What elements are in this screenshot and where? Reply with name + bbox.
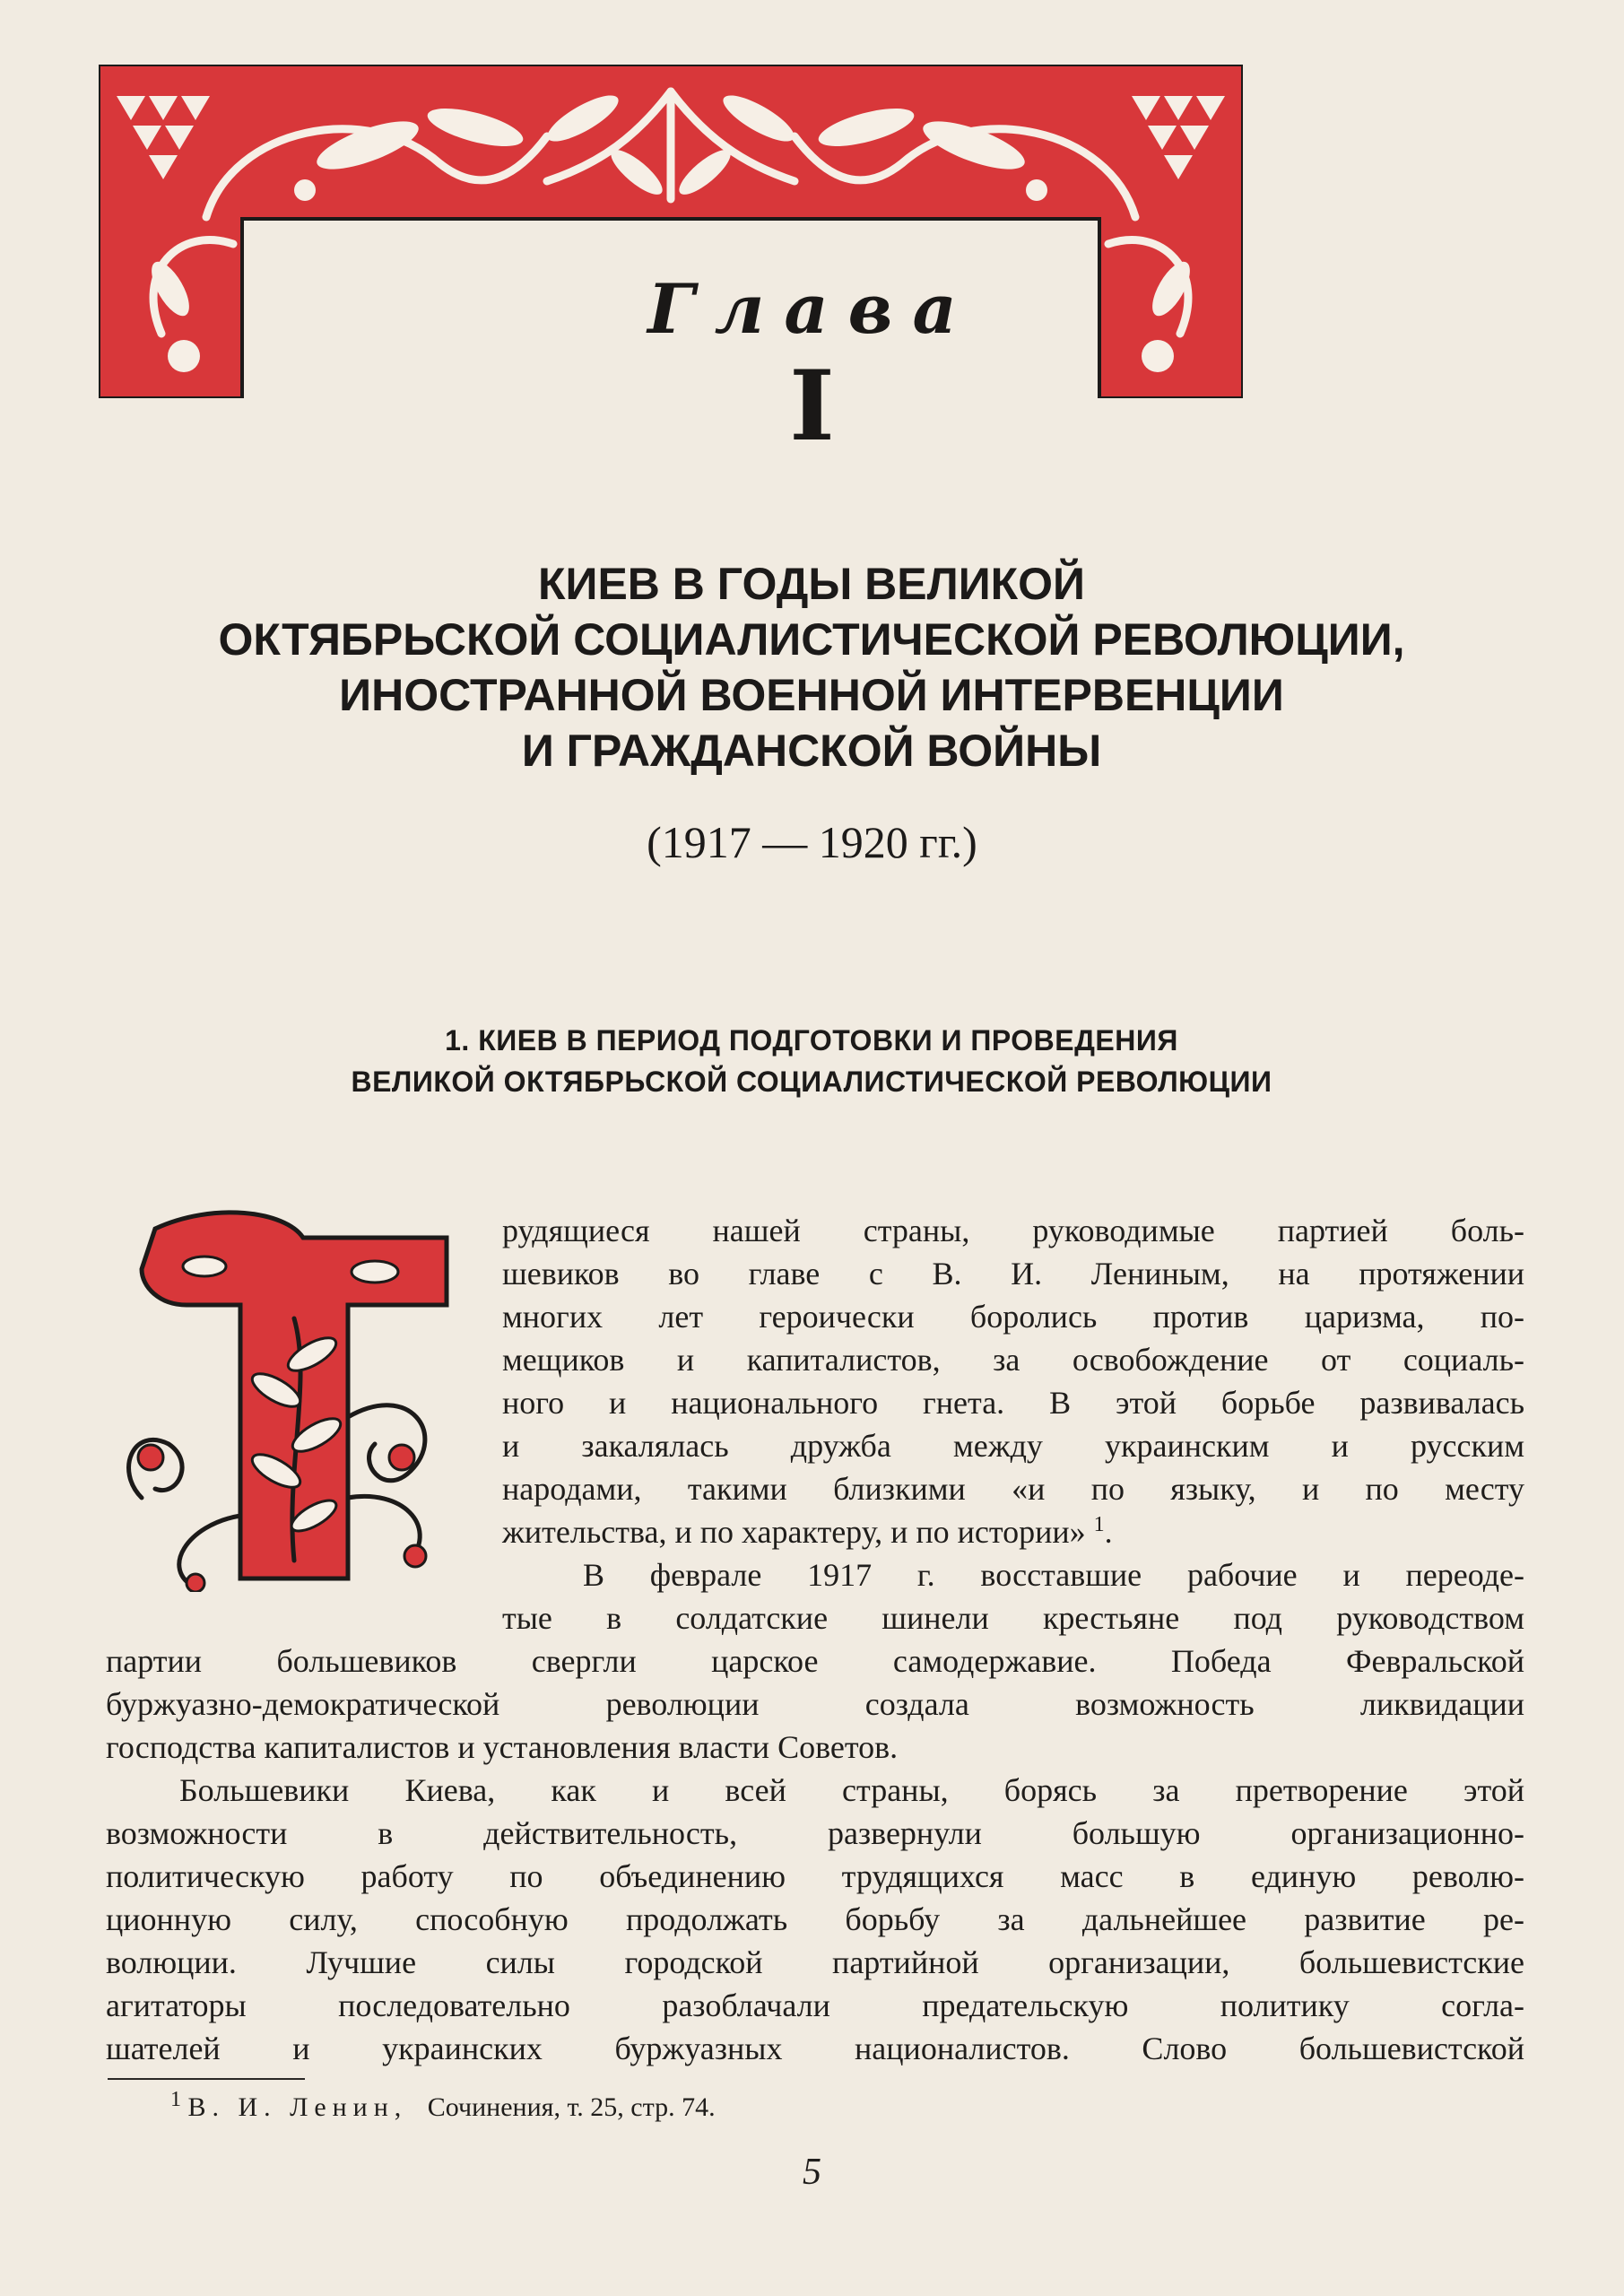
- body-line: господства капиталистов и установления власти Советов.: [106, 1729, 899, 1765]
- body-line: агитаторы последовательно разоблачали предательскую политику согла-: [106, 1987, 1524, 2023]
- body-line: буржуазно-демократической революции создала возможность ликвидации: [106, 1686, 1524, 1722]
- body-line: мещиков и капиталистов, за освобождение от социаль-: [502, 1342, 1524, 1378]
- footnote-author: В. И. Ленин,: [187, 2092, 408, 2122]
- footnote-marker: 1: [170, 2088, 181, 2111]
- chapter-label: Глава: [647, 269, 977, 349]
- section-heading: [108, 1020, 1515, 1102]
- body-line-text: жительства, и по характеру, и по истории»: [502, 1514, 1086, 1550]
- chapter-title-line: ОКТЯБРЬСКОЙ СОЦИАЛИСТИЧЕСКОЙ РЕВОЛЮЦИИ,: [218, 614, 1405, 665]
- footnote: [170, 2088, 716, 2123]
- chapter-title-line: КИЕВ В ГОДЫ ВЕЛИКОЙ: [537, 559, 1085, 609]
- body-line: и закалялась дружба между украинским и русским: [502, 1428, 1524, 1464]
- body-line: многих лет героически боролись против царизма, по-: [502, 1299, 1524, 1335]
- footnote-divider: [108, 2078, 305, 2080]
- body-line: волюции. Лучшие силы городской партийной организации, большевистские: [106, 1944, 1524, 1980]
- body-line: народами, такими близкими «и по языку, и по месту: [502, 1471, 1524, 1507]
- body-line: Большевики Киева, как и всей страны, борясь за претворение этой: [179, 1772, 1524, 1808]
- chapter-dates: (1917 — 1920 гг.): [647, 817, 977, 867]
- body-line: жительства, и по характеру, и по истории» $^1$.: [502, 1513, 1113, 1550]
- section-heading-line: ВЕЛИКОЙ ОКТЯБРЬСКОЙ СОЦИАЛИСТИЧЕСКОЙ РЕВОЛЮЦИИ: [351, 1065, 1272, 1098]
- body-line: тые в солдатские шинели крестьяне под руководством: [502, 1600, 1524, 1636]
- body-line: шевиков во главе с В. И. Лениным, на протяжении: [502, 1256, 1524, 1292]
- body-line: В феврале 1917 г. восставшие рабочие и переоде-: [583, 1557, 1524, 1593]
- body-line: политическую работу по объединению трудящихся масс в единую револю-: [106, 1858, 1524, 1894]
- body-line: возможности в действительность, развернули большую организационно-: [106, 1815, 1524, 1851]
- chapter-title-line: И ГРАЖДАНСКОЙ ВОЙНЫ: [521, 726, 1102, 776]
- section-heading-line: 1. КИЕВ В ПЕРИОД ПОДГОТОВКИ И ПРОВЕДЕНИЯ: [445, 1024, 1178, 1057]
- chapter-number: I: [789, 350, 835, 463]
- body-line: рудящиеся нашей страны, руководимые партией боль-: [502, 1213, 1524, 1248]
- footnote-source: Сочинения, т. 25, стр. 74.: [427, 2092, 716, 2122]
- footnote-reference[interactable]: 1: [1093, 1513, 1105, 1536]
- chapter-title-line: ИНОСТРАННОЙ ВОЕННОЙ ИНТЕРВЕНЦИИ: [339, 670, 1284, 720]
- chapter-title: [108, 556, 1515, 778]
- body-line: ного и национального гнета. В этой борьбе развивалась: [502, 1385, 1524, 1421]
- body-line: ционную силу, способную продолжать борьбу за дальнейшее развитие ре-: [106, 1901, 1524, 1937]
- body-line: партии большевиков свергли царское самодержавие. Победа Февральской: [106, 1643, 1524, 1679]
- body-line: шателей и украинских буржуазных националистов. Слово большевистской: [106, 2031, 1524, 2066]
- page-number: 5: [803, 2152, 821, 2193]
- dropcap-letter-t: [106, 1202, 482, 1592]
